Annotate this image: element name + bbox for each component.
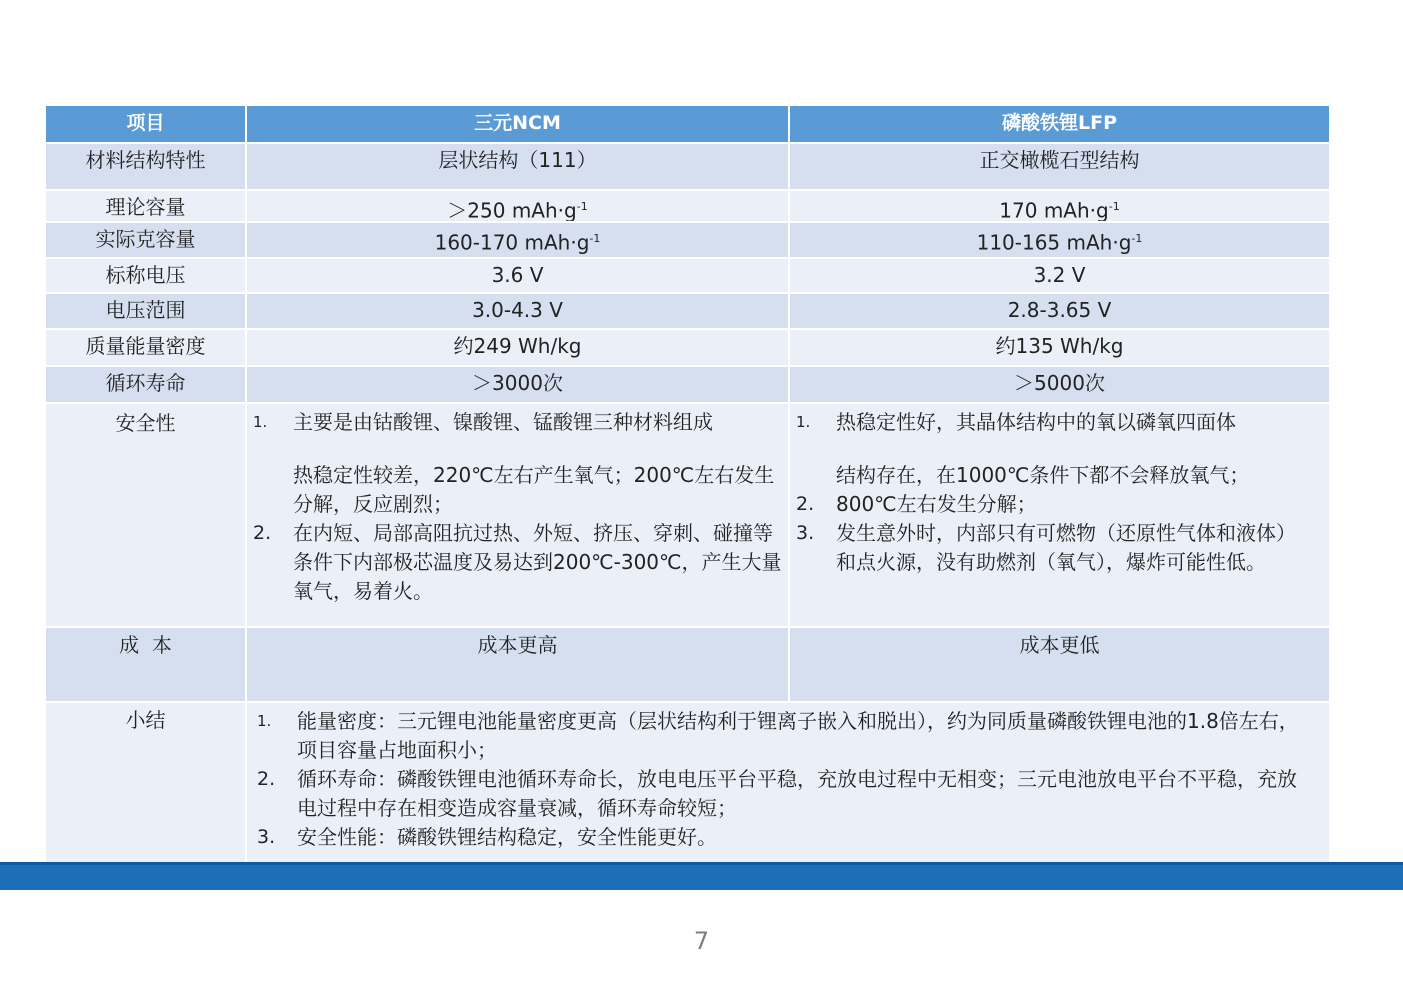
row-label: 标称电压 (46, 259, 247, 294)
header-lfp: 磷酸铁锂LFP (790, 106, 1329, 144)
row-label: 材料结构特性 (46, 144, 247, 191)
ncm-value: ＞3000次 (247, 367, 790, 404)
row-label: 安全性 (46, 404, 247, 628)
row-label: 电压范围 (46, 294, 247, 330)
row-label: 成 本 (46, 628, 247, 703)
list-item: 1. 热稳定性好，其晶体结构中的氧以磷氧四面体 (796, 410, 1236, 434)
lfp-safety-list (790, 408, 1303, 577)
ncm-safety-list (247, 408, 782, 606)
summary-list (251, 707, 1303, 852)
table-header-row (46, 106, 1329, 144)
table-row-cycle-life (46, 367, 1329, 404)
table-row-theoretical-capacity (46, 191, 1329, 223)
lfp-value: 170 $mAh\cdot g^{-1}$ (790, 191, 1329, 223)
lfp-value: 3.2 V (790, 259, 1329, 294)
table-row-safety (46, 404, 1329, 628)
footer-divider (0, 862, 1403, 865)
ncm-value: 成本更高 (247, 628, 790, 703)
list-item: 热稳定性较差，220℃左右产生氧气；200℃左右发生分解，反应剧烈； (293, 463, 775, 516)
row-label: 实际克容量 (46, 223, 247, 259)
list-item: 1. 能量密度：三元锂电池能量密度更高（层状结构利于锂离子嵌入和脱出），约为同质量磷酸铁锂电池的1.8倍左右，项目容量占地面积小； (257, 709, 1299, 762)
lfp-value: 成本更低 (790, 628, 1329, 703)
list-item: 1. 主要是由钴酸锂、镍酸锂、锰酸锂三种材料组成 (253, 410, 713, 434)
row-label: 质量能量密度 (46, 330, 247, 367)
table-row-voltage-range (46, 294, 1329, 330)
lfp-value: 约135 Wh/kg (790, 330, 1329, 367)
list-item: 3. 发生意外时，内部只有可燃物（还原性气体和液体）和点火源，没有助燃剂（氧气），爆炸可能性低。 (796, 521, 1296, 574)
ncm-value: 层状结构（111） (247, 144, 790, 191)
ncm-safety (247, 404, 790, 628)
header-ncm: 三元NCM (247, 106, 790, 144)
row-label: 理论容量 (46, 191, 247, 223)
ncm-value: 3.0-4.3 V (247, 294, 790, 330)
table-row-cost (46, 628, 1329, 703)
lfp-value: 2.8-3.65 V (790, 294, 1329, 330)
list-item: 2. 800℃左右发生分解； (796, 492, 1037, 516)
ncm-value: ＞250 $mAh\cdot g^{-1}$ (247, 191, 790, 223)
table-row-energy-density (46, 330, 1329, 367)
lfp-value: 110-165 $mAh\cdot g^{-1}$ (790, 223, 1329, 259)
list-item: 结构存在，在1000℃条件下都不会释放氧气； (836, 463, 1250, 487)
ncm-value: 约249 Wh/kg (247, 330, 790, 367)
row-label: 小结 (46, 703, 247, 864)
comparison-table (46, 106, 1329, 864)
header-item: 项目 (46, 106, 247, 144)
table-row-summary (46, 703, 1329, 864)
lfp-safety (790, 404, 1329, 628)
table-row-nominal-voltage (46, 259, 1329, 294)
summary-content (247, 703, 1329, 864)
lfp-value: ＞5000次 (790, 367, 1329, 404)
list-item: 3. 安全性能：磷酸铁锂结构稳定，安全性能更好。 (257, 825, 717, 849)
page-number: 7 (693, 927, 710, 955)
row-label: 循环寿命 (46, 367, 247, 404)
ncm-value: 160-170 $mAh\cdot g^{-1}$ (247, 223, 790, 259)
footer-bar (0, 862, 1403, 890)
table-row-actual-capacity (46, 223, 1329, 259)
ncm-value: 3.6 V (247, 259, 790, 294)
lfp-value: 正交橄榄石型结构 (790, 144, 1329, 191)
list-item: 2. 在内短、局部高阻抗过热、外短、挤压、穿刺、碰撞等条件下内部极芯温度及易达到200℃-300℃，产生大量氧气，易着火。 (253, 521, 782, 603)
table-row-structure (46, 144, 1329, 191)
list-item: 2. 循环寿命：磷酸铁锂电池循环寿命长，放电电压平台平稳，充放电过程中无相变；三元电池放电平台不平稳，充放电过程中存在相变造成容量衰减，循环寿命较短； (257, 767, 1297, 820)
